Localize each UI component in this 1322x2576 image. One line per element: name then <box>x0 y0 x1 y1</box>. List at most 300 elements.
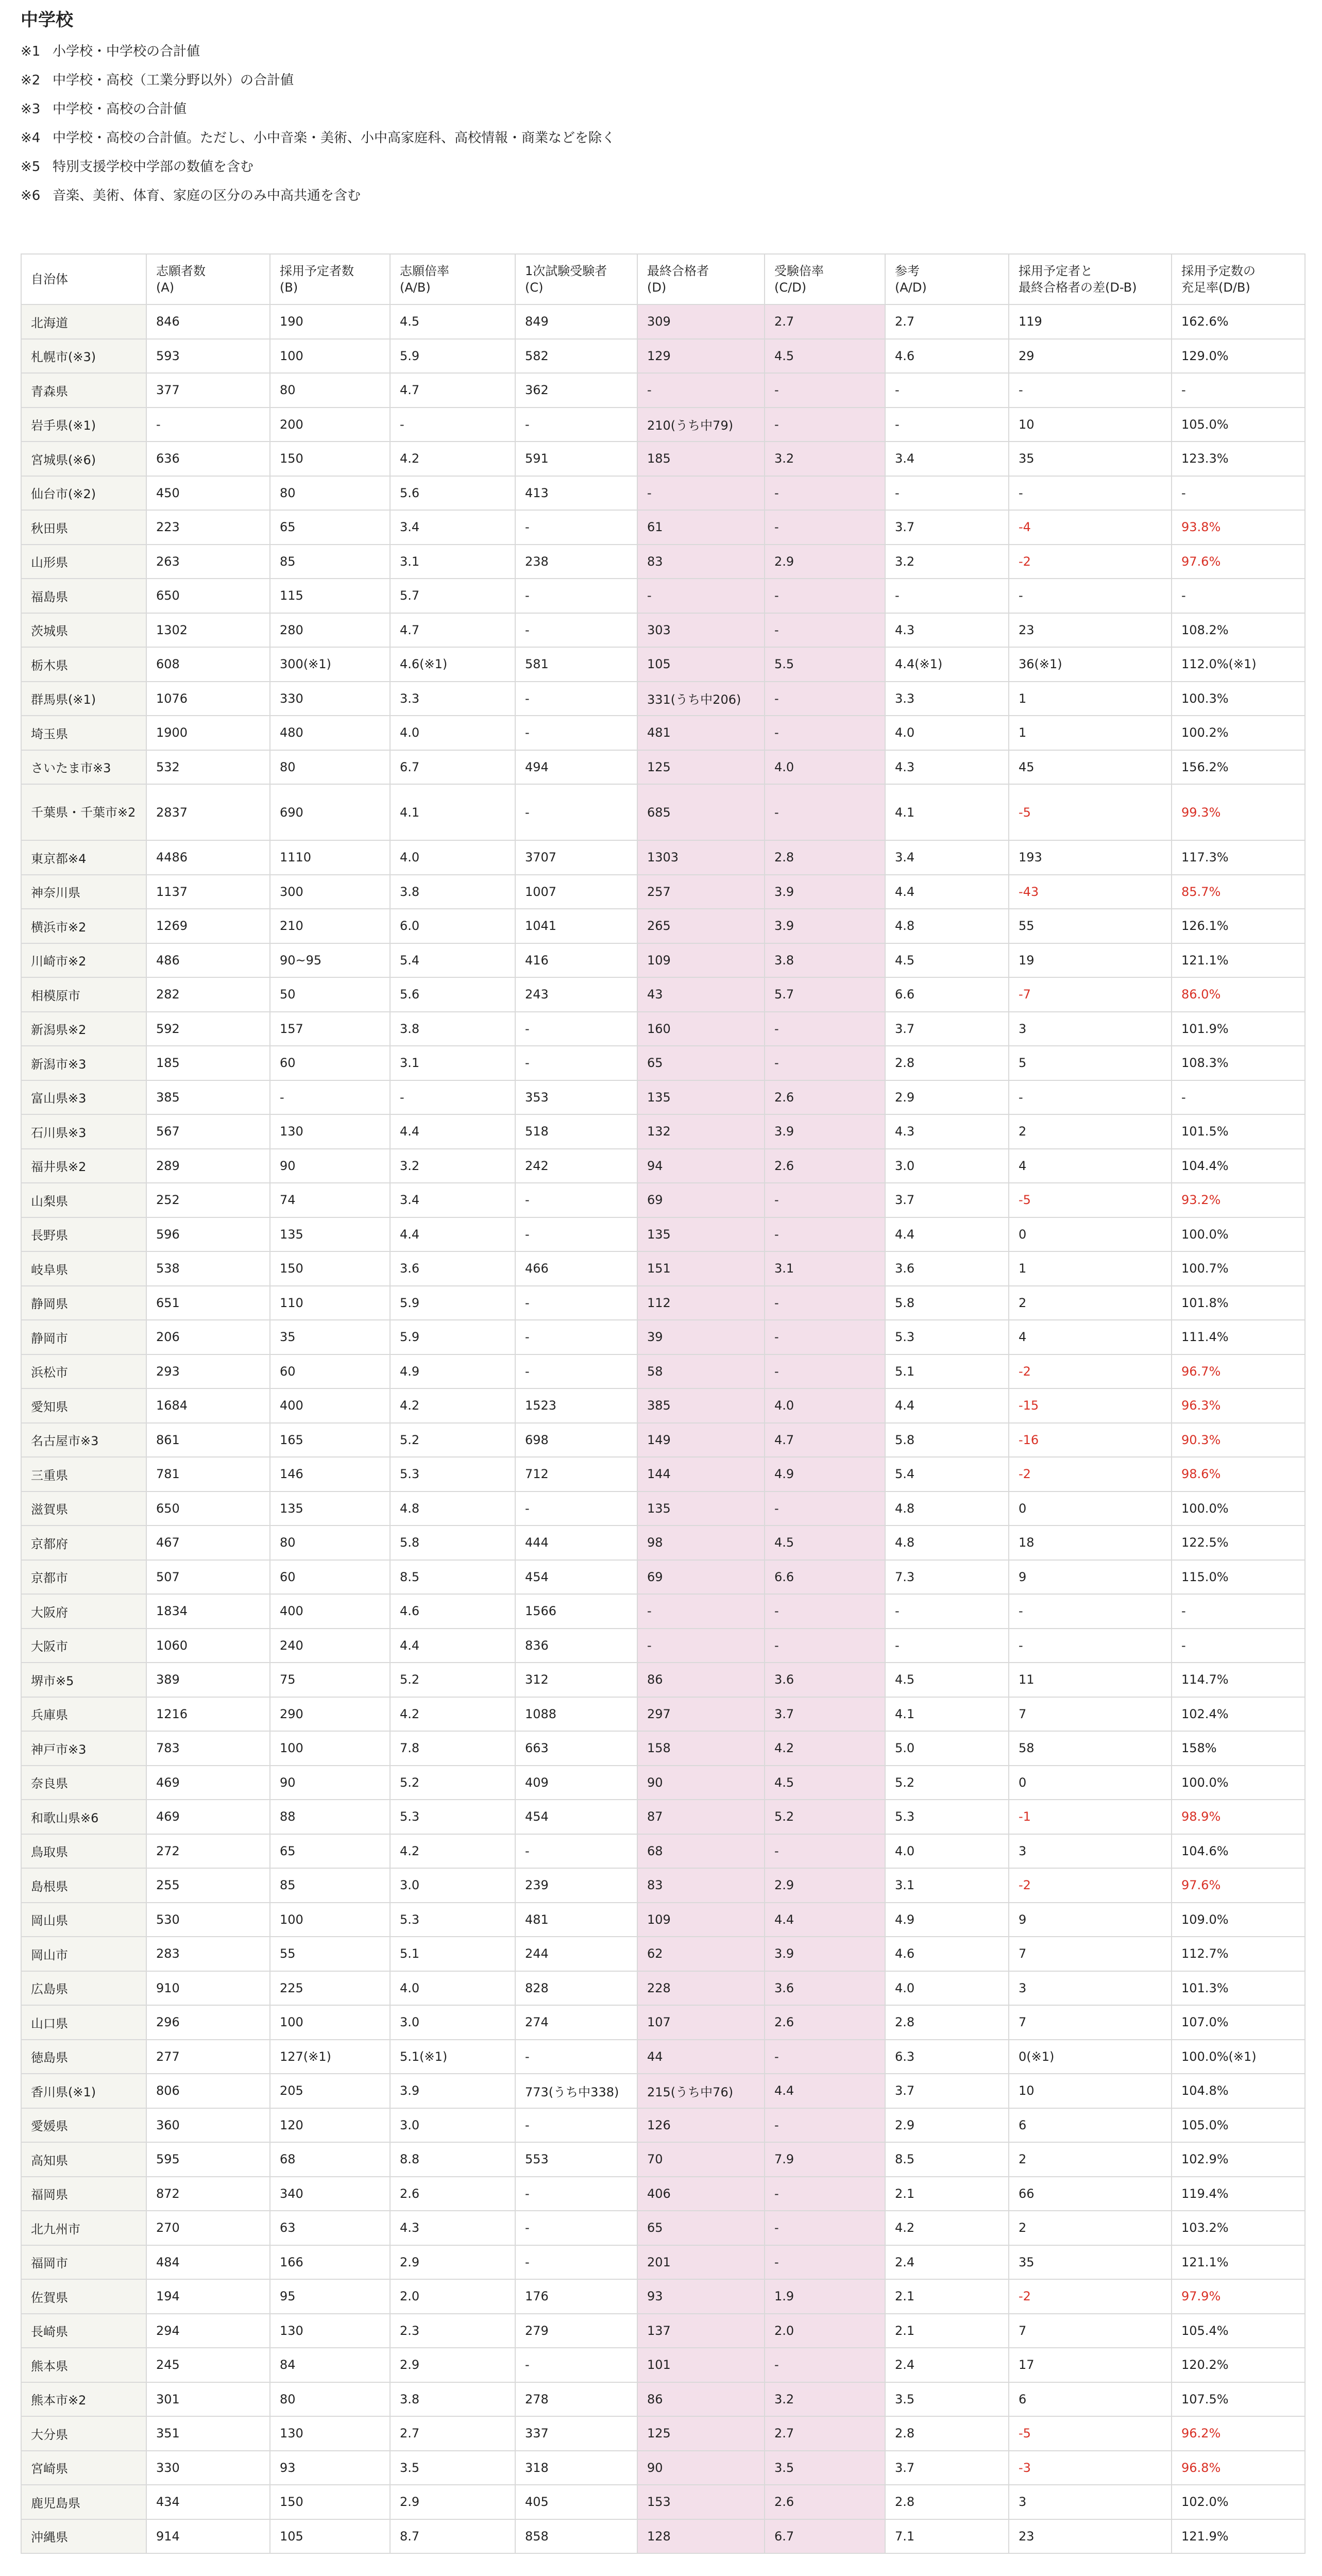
table-cell: 4.0 <box>885 1834 1009 1869</box>
municipality-cell: 千葉県・千葉市※2 <box>21 784 146 840</box>
footnote-mark: ※3 <box>21 101 41 117</box>
municipality-cell: 岡山県 <box>21 1903 146 1937</box>
municipality-cell: 浜松市 <box>21 1354 146 1389</box>
municipality-cell: 栃木県 <box>21 647 146 682</box>
table-cell: 7.1 <box>885 2519 1009 2554</box>
table-cell: 444 <box>515 1526 637 1560</box>
table-cell: 3.7 <box>885 1183 1009 1217</box>
table-cell: 4.6 <box>885 1937 1009 1971</box>
table-cell: - <box>515 613 637 648</box>
column-header-line: (D) <box>647 280 667 295</box>
table-cell: 101.5% <box>1172 1114 1305 1149</box>
municipality-cell: さいたま市※3 <box>21 750 146 785</box>
highlight-cell: 135 <box>637 1080 765 1115</box>
table-cell: 150 <box>270 442 390 476</box>
table-cell: 3.0 <box>390 2108 515 2143</box>
table-cell: 108.2% <box>1172 613 1305 648</box>
table-cell: 2.9 <box>390 2348 515 2382</box>
highlight-cell: - <box>765 2040 885 2074</box>
footnote-item <box>21 152 615 181</box>
highlight-cell: 65 <box>637 1046 765 1080</box>
table-cell: 127(※1) <box>270 2040 390 2074</box>
table-cell: 97.6% <box>1172 1868 1305 1903</box>
table-cell: - <box>885 373 1009 408</box>
table-cell: 3.4 <box>390 510 515 545</box>
highlight-cell: 2.7 <box>765 2416 885 2451</box>
table-cell: 0 <box>1009 1217 1172 1252</box>
table-cell: 279 <box>515 2314 637 2348</box>
table-cell: 263 <box>146 545 270 579</box>
table-row <box>21 1594 1305 1629</box>
table-cell: 595 <box>146 2142 270 2177</box>
table-row <box>21 784 1305 840</box>
table-cell: 2.8 <box>885 2416 1009 2451</box>
highlight-cell: - <box>765 2211 885 2245</box>
table-cell: 176 <box>515 2279 637 2314</box>
table-cell: 400 <box>270 1388 390 1423</box>
table-row <box>21 2245 1305 2280</box>
table-cell: 5.7 <box>390 579 515 613</box>
table-row <box>21 2108 1305 2143</box>
table-row <box>21 2279 1305 2314</box>
table-cell: - <box>515 1834 637 1869</box>
table-cell: 282 <box>146 977 270 1012</box>
column-header-line: (A) <box>156 280 175 295</box>
table-cell: 1 <box>1009 682 1172 716</box>
table-row <box>21 510 1305 545</box>
municipality-cell: 島根県 <box>21 1868 146 1903</box>
column-header-line: 採用予定数の <box>1181 264 1256 278</box>
table-cell: 120 <box>270 2108 390 2143</box>
table-cell: 11 <box>1009 1663 1172 1697</box>
table-cell: 712 <box>515 1457 637 1492</box>
table-cell: 114.7% <box>1172 1663 1305 1697</box>
table-cell: 5.0 <box>885 1731 1009 1766</box>
municipality-cell: 石川県※3 <box>21 1114 146 1149</box>
table-cell: 36(※1) <box>1009 647 1172 682</box>
table-cell: 157 <box>270 1012 390 1046</box>
table-cell: 3.1 <box>390 1046 515 1080</box>
table-cell: 910 <box>146 1971 270 2006</box>
table-cell: 3.1 <box>885 1868 1009 1903</box>
table-cell: 2837 <box>146 784 270 840</box>
table-row <box>21 2040 1305 2074</box>
highlight-cell: 3.5 <box>765 2451 885 2485</box>
table-cell: 494 <box>515 750 637 785</box>
table-cell: 4 <box>1009 1320 1172 1354</box>
table-cell: 5.1(※1) <box>390 2040 515 2074</box>
table-cell: - <box>270 1080 390 1115</box>
table-row <box>21 579 1305 613</box>
table-row <box>21 2074 1305 2108</box>
table-row <box>21 2348 1305 2382</box>
table-cell: 68 <box>270 2142 390 2177</box>
table-row <box>21 647 1305 682</box>
table-row <box>21 2519 1305 2554</box>
table-cell: 90 <box>270 1766 390 1800</box>
table-cell: -15 <box>1009 1388 1172 1423</box>
table-cell: 3.5 <box>885 2382 1009 2417</box>
table-cell: 469 <box>146 1766 270 1800</box>
table-cell: 337 <box>515 2416 637 2451</box>
highlight-cell: 331(うち中206) <box>637 682 765 716</box>
table-cell: 5.9 <box>390 1320 515 1354</box>
municipality-cell: 福島県 <box>21 579 146 613</box>
table-cell: 3 <box>1009 1012 1172 1046</box>
table-row <box>21 373 1305 408</box>
table-cell: 591 <box>515 442 637 476</box>
highlight-cell: 685 <box>637 784 765 840</box>
table-cell: 255 <box>146 1868 270 1903</box>
highlight-cell: - <box>765 2245 885 2280</box>
highlight-cell: 4.4 <box>765 2074 885 2108</box>
table-cell: 240 <box>270 1629 390 1663</box>
table-cell: 274 <box>515 2005 637 2040</box>
table-cell: 469 <box>146 1800 270 1834</box>
table-cell: 1834 <box>146 1594 270 1629</box>
municipality-cell: 山形県 <box>21 545 146 579</box>
column-header <box>146 254 270 304</box>
table-cell: 2.0 <box>390 2279 515 2314</box>
highlight-cell: 2.6 <box>765 2485 885 2519</box>
table-cell: 0 <box>1009 1492 1172 1526</box>
highlight-cell: 3.9 <box>765 909 885 943</box>
table-cell: 5.8 <box>885 1423 1009 1458</box>
table-cell: 3.7 <box>885 2451 1009 2485</box>
table-cell: -5 <box>1009 2416 1172 2451</box>
table-cell: - <box>885 476 1009 511</box>
table-cell: 103.2% <box>1172 2211 1305 2245</box>
highlight-cell: 129 <box>637 339 765 374</box>
table-cell: 80 <box>270 750 390 785</box>
highlight-cell: - <box>765 1834 885 1869</box>
table-cell: 135 <box>270 1217 390 1252</box>
highlight-cell: 2.7 <box>765 304 885 339</box>
table-cell: 5 <box>1009 1046 1172 1080</box>
table-cell: - <box>515 2245 637 2280</box>
highlight-cell: 4.5 <box>765 339 885 374</box>
table-cell: - <box>1172 579 1305 613</box>
table-cell: -1 <box>1009 1800 1172 1834</box>
highlight-cell: - <box>637 1594 765 1629</box>
table-cell: 312 <box>515 1663 637 1697</box>
table-cell: 301 <box>146 2382 270 2417</box>
table-cell: 486 <box>146 943 270 978</box>
table-cell: 146 <box>270 1457 390 1492</box>
table-cell: 3.0 <box>885 1149 1009 1183</box>
table-cell: 135 <box>270 1492 390 1526</box>
municipality-cell: 沖縄県 <box>21 2519 146 2554</box>
table-cell: 10 <box>1009 408 1172 442</box>
table-cell: 2 <box>1009 1286 1172 1320</box>
table-cell: 121.1% <box>1172 943 1305 978</box>
column-header <box>1009 254 1172 304</box>
highlight-cell: 201 <box>637 2245 765 2280</box>
highlight-cell: 185 <box>637 442 765 476</box>
table-cell: - <box>885 1594 1009 1629</box>
municipality-cell: 神奈川県 <box>21 875 146 909</box>
table-cell: -43 <box>1009 875 1172 909</box>
municipality-cell: 群馬県(※1) <box>21 682 146 716</box>
table-cell: 165 <box>270 1423 390 1458</box>
table-row <box>21 1663 1305 1697</box>
table-cell: 96.2% <box>1172 2416 1305 2451</box>
table-cell: 102.4% <box>1172 1697 1305 1732</box>
highlight-cell: 265 <box>637 909 765 943</box>
table-cell: 3.0 <box>390 2005 515 2040</box>
table-cell: 158% <box>1172 1731 1305 1766</box>
table-cell: - <box>515 784 637 840</box>
highlight-cell: 112 <box>637 1286 765 1320</box>
table-cell: 4.2 <box>390 1697 515 1732</box>
table-cell: 466 <box>515 1251 637 1286</box>
table-row <box>21 1423 1305 1458</box>
highlight-cell: 385 <box>637 1388 765 1423</box>
table-cell: 532 <box>146 750 270 785</box>
table-cell: 60 <box>270 1354 390 1389</box>
table-cell: 105 <box>270 2519 390 2554</box>
table-cell: 100 <box>270 1903 390 1937</box>
municipality-cell: 岡山市 <box>21 1937 146 1971</box>
table-cell: 277 <box>146 2040 270 2074</box>
table-cell: 518 <box>515 1114 637 1149</box>
highlight-cell: 65 <box>637 2211 765 2245</box>
table-cell: 4.6 <box>885 339 1009 374</box>
table-cell: - <box>390 408 515 442</box>
table-cell: 5.8 <box>390 1526 515 1560</box>
table-cell: - <box>515 1492 637 1526</box>
table-cell: 126.1% <box>1172 909 1305 943</box>
highlight-cell: 151 <box>637 1251 765 1286</box>
table-cell: 96.3% <box>1172 1388 1305 1423</box>
highlight-cell: 86 <box>637 2382 765 2417</box>
highlight-cell: - <box>765 613 885 648</box>
table-cell: 4.8 <box>885 1492 1009 1526</box>
table-cell: - <box>515 1354 637 1389</box>
table-cell: 100 <box>270 339 390 374</box>
highlight-cell: 61 <box>637 510 765 545</box>
highlight-cell: - <box>765 476 885 511</box>
table-cell: 389 <box>146 1663 270 1697</box>
highlight-cell: - <box>765 373 885 408</box>
table-cell: 781 <box>146 1457 270 1492</box>
table-row <box>21 1286 1305 1320</box>
table-cell: 19 <box>1009 943 1172 978</box>
table-cell: 480 <box>270 716 390 750</box>
table-cell: 86.0% <box>1172 977 1305 1012</box>
table-cell: 100.0% <box>1172 1492 1305 1526</box>
table-cell: - <box>390 1080 515 1115</box>
municipality-cell: 山梨県 <box>21 1183 146 1217</box>
column-header-line: 1次試験受験者 <box>525 264 607 278</box>
table-row <box>21 2142 1305 2177</box>
table-cell: - <box>1009 373 1172 408</box>
municipality-cell: 横浜市※2 <box>21 909 146 943</box>
table-cell: 225 <box>270 1971 390 2006</box>
highlight-cell: 109 <box>637 1903 765 1937</box>
table-cell: 50 <box>270 977 390 1012</box>
footnote-item <box>21 181 615 210</box>
highlight-cell: 4.4 <box>765 1903 885 1937</box>
table-cell: -3 <box>1009 2451 1172 2485</box>
highlight-cell: 126 <box>637 2108 765 2143</box>
municipality-cell: 北九州市 <box>21 2211 146 2245</box>
table-cell: 190 <box>270 304 390 339</box>
table-cell: 105.0% <box>1172 2108 1305 2143</box>
municipality-cell: 川崎市※2 <box>21 943 146 978</box>
column-header <box>765 254 885 304</box>
table-cell: 252 <box>146 1183 270 1217</box>
table-cell: 272 <box>146 1834 270 1869</box>
footnote-mark: ※2 <box>21 73 41 88</box>
highlight-cell: 210(うち中79) <box>637 408 765 442</box>
highlight-cell: 3.9 <box>765 1114 885 1149</box>
table-cell: 4.0 <box>390 716 515 750</box>
table-cell: 1566 <box>515 1594 637 1629</box>
table-cell: 289 <box>146 1149 270 1183</box>
table-cell: 1 <box>1009 1251 1172 1286</box>
table-cell: 2.4 <box>885 2245 1009 2280</box>
column-header-line: 参考 <box>895 264 920 278</box>
highlight-cell: - <box>765 1217 885 1252</box>
footnote-text: 中学校・高校の合計値 <box>53 101 187 117</box>
table-cell: 783 <box>146 1731 270 1766</box>
table-cell: 63 <box>270 2211 390 2245</box>
table-cell: 7 <box>1009 2314 1172 2348</box>
table-cell: - <box>515 2211 637 2245</box>
table-cell: 4.1 <box>885 784 1009 840</box>
table-cell: 4.3 <box>885 750 1009 785</box>
table-cell: 2.9 <box>885 2108 1009 2143</box>
municipality-cell: 福岡市 <box>21 2245 146 2280</box>
highlight-cell: 4.0 <box>765 1388 885 1423</box>
highlight-cell: 4.5 <box>765 1526 885 1560</box>
highlight-cell: - <box>765 2108 885 2143</box>
table-cell: 4.6 <box>390 1594 515 1629</box>
table-cell: 2.1 <box>885 2279 1009 2314</box>
table-cell: - <box>1009 1594 1172 1629</box>
table-row <box>21 408 1305 442</box>
table-cell: 29 <box>1009 339 1172 374</box>
table-cell: 162.6% <box>1172 304 1305 339</box>
table-cell: 3 <box>1009 1834 1172 1869</box>
municipality-cell: 東京都※4 <box>21 840 146 875</box>
table-cell: 84 <box>270 2348 390 2382</box>
table-cell: 85 <box>270 545 390 579</box>
highlight-cell: 149 <box>637 1423 765 1458</box>
highlight-cell: 86 <box>637 1663 765 1697</box>
table-cell: 100.0%(※1) <box>1172 2040 1305 2074</box>
municipality-cell: 富山県※3 <box>21 1080 146 1115</box>
table-cell: 112.7% <box>1172 1937 1305 1971</box>
table-cell: 1041 <box>515 909 637 943</box>
table-cell: 243 <box>515 977 637 1012</box>
table-cell: -2 <box>1009 1457 1172 1492</box>
table-cell: 4 <box>1009 1149 1172 1183</box>
municipality-cell: 秋田県 <box>21 510 146 545</box>
highlight-cell: 297 <box>637 1697 765 1732</box>
column-header-line: 自治体 <box>31 272 68 286</box>
table-cell: 5.9 <box>390 1286 515 1320</box>
table-cell: 4.9 <box>390 1354 515 1389</box>
table-cell: 593 <box>146 339 270 374</box>
table-cell: 66 <box>1009 2177 1172 2211</box>
table-cell: - <box>1172 1594 1305 1629</box>
table-cell: 223 <box>146 510 270 545</box>
table-cell: - <box>515 1046 637 1080</box>
table-cell: 100.3% <box>1172 682 1305 716</box>
highlight-cell: 105 <box>637 647 765 682</box>
table-cell: 5.2 <box>390 1766 515 1800</box>
table-cell: 283 <box>146 1937 270 1971</box>
table-cell: 8.7 <box>390 2519 515 2554</box>
municipality-cell: 奈良県 <box>21 1766 146 1800</box>
table-cell: 7.3 <box>885 1560 1009 1595</box>
table-cell: 413 <box>515 476 637 511</box>
table-cell: 4.1 <box>390 784 515 840</box>
table-header-row <box>21 254 1305 304</box>
highlight-cell: 144 <box>637 1457 765 1492</box>
table-cell: 100 <box>270 2005 390 2040</box>
municipality-cell: 大阪市 <box>21 1629 146 1663</box>
table-cell: 4.4 <box>390 1629 515 1663</box>
table-cell: 105.4% <box>1172 2314 1305 2348</box>
table-cell: 1088 <box>515 1697 637 1732</box>
table-cell: 4.7 <box>390 373 515 408</box>
table-cell: 1684 <box>146 1388 270 1423</box>
table-cell: 3.2 <box>390 1149 515 1183</box>
table-row <box>21 716 1305 750</box>
table-cell: 2.6 <box>390 2177 515 2211</box>
table-cell: 6.3 <box>885 2040 1009 2074</box>
highlight-cell: 109 <box>637 943 765 978</box>
table-cell: 582 <box>515 339 637 374</box>
table-cell: 362 <box>515 373 637 408</box>
highlight-cell: - <box>765 2348 885 2382</box>
municipality-cell: 徳島県 <box>21 2040 146 2074</box>
table-cell: 2.4 <box>885 2348 1009 2382</box>
table-row <box>21 977 1305 1012</box>
table-cell: 1900 <box>146 716 270 750</box>
table-cell: -2 <box>1009 2279 1172 2314</box>
highlight-cell: 5.7 <box>765 977 885 1012</box>
table-row <box>21 2416 1305 2451</box>
highlight-cell: - <box>765 1492 885 1526</box>
municipality-cell: 神戸市※3 <box>21 1731 146 1766</box>
highlight-cell: 158 <box>637 1731 765 1766</box>
table-cell: 636 <box>146 442 270 476</box>
table-cell: 4.7 <box>390 613 515 648</box>
municipality-cell: 大分県 <box>21 2416 146 2451</box>
table-cell: 300(※1) <box>270 647 390 682</box>
highlight-cell: 62 <box>637 1937 765 1971</box>
table-cell: 4.2 <box>885 2211 1009 2245</box>
highlight-cell: 7.9 <box>765 2142 885 2177</box>
column-header-line: 最終合格者 <box>647 264 709 278</box>
table-cell: 663 <box>515 1731 637 1766</box>
table-cell: 1007 <box>515 875 637 909</box>
highlight-cell: 228 <box>637 1971 765 2006</box>
table-cell: 130 <box>270 1114 390 1149</box>
table-cell: 849 <box>515 304 637 339</box>
table-row <box>21 1629 1305 1663</box>
table-cell: 3.9 <box>390 2074 515 2108</box>
table-row <box>21 1183 1305 1217</box>
table-cell: 353 <box>515 1080 637 1115</box>
table-cell: 3.7 <box>885 1012 1009 1046</box>
table-cell: 450 <box>146 476 270 511</box>
highlight-cell: - <box>765 1320 885 1354</box>
